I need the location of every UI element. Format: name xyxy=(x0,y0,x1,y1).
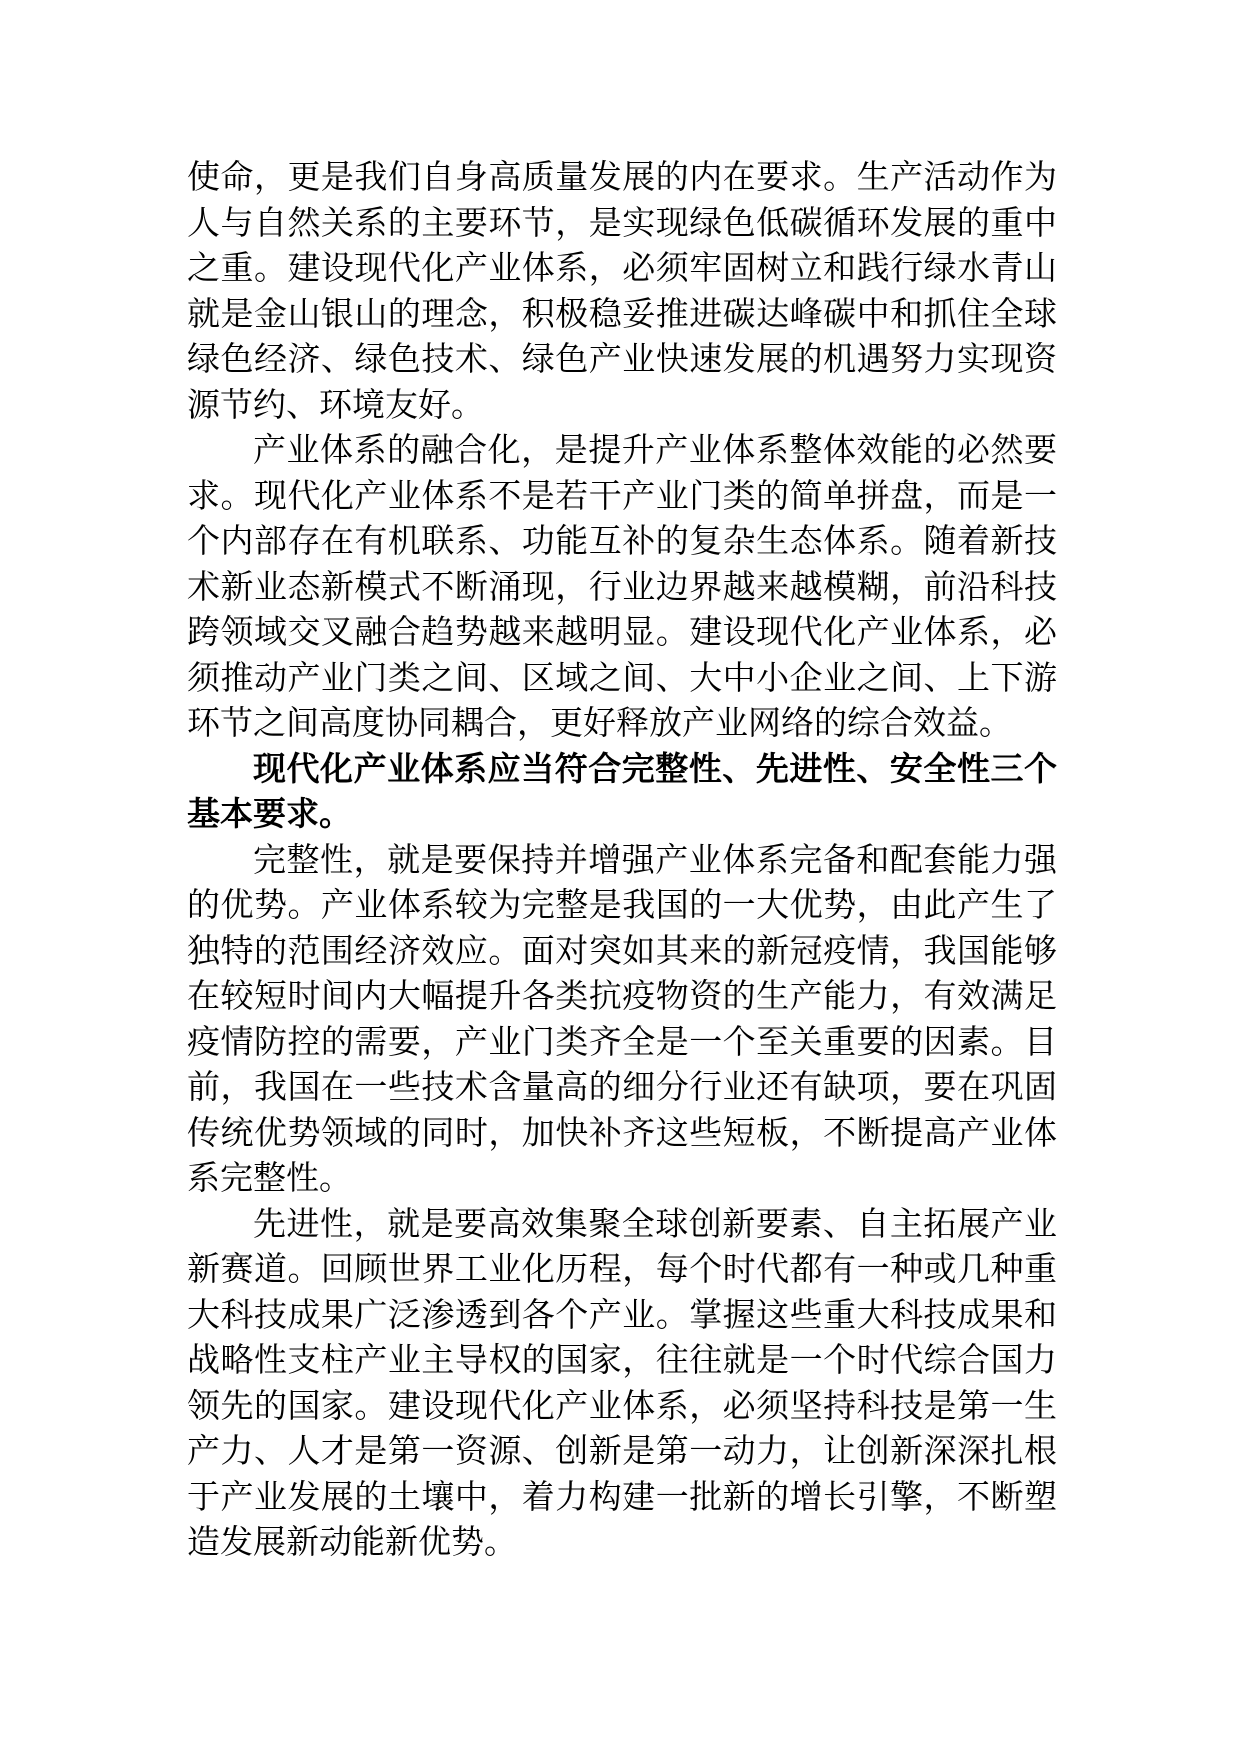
paragraph-integration: 产业体系的融合化，是提升产业体系整体效能的必然要求。现代化产业体系不是若干产业门类的简单拼盘，而是一个内部存在有机联系、功能互补的复杂生态体系。随着新技术新业态新模式不断涌现，行业边界越来越模糊，前沿科技跨领域交叉融合趋势越来越明显。建设现代化产业体系，必须推动产业门类之间、区域之间、大中小企业之间、上下游环节之间高度协同耦合，更好释放产业网络的综合效益。 xyxy=(187,430,1057,742)
paragraph-advancement: 先进性，就是要高效集聚全球创新要素、自主拓展产业新赛道。回顾世界工业化历程，每个时代都有一种或几种重大科技成果广泛渗透到各个产业。掌握这些重大科技成果和战略性支柱产业主导权的国家，往往就是一个时代综合国力领先的国家。建设现代化产业体系，必须坚持科技是第一生产力、人才是第一资源、创新是第一动力，让创新深深扎根于产业发展的土壤中，着力构建一批新的增长引擎，不断塑造发展新动能新优势。 xyxy=(187,1203,1057,1561)
document-page xyxy=(187,154,1057,1565)
paragraph-completeness: 完整性，就是要保持并增强产业体系完备和配套能力强的优势。产业体系较为完整是我国的一大优势，由此产生了独特的范围经济效应。面对突如其来的新冠疫情，我国能够在较短时间内大幅提升各类抗疫物资的生产能力，有效满足疫情防控的需要，产业门类齐全是一个至关重要的因素。目前，我国在一些技术含量高的细分行业还有缺项，要在巩固传统优势领域的同时，加快补齐这些短板，不断提高产业体系完整性。 xyxy=(187,839,1057,1197)
section-heading: 现代化产业体系应当符合完整性、先进性、安全性三个基本要求。 xyxy=(187,748,1057,833)
paragraph-continuation: 使命，更是我们自身高质量发展的内在要求。生产活动作为人与自然关系的主要环节，是实现绿色低碳循环发展的重中之重。建设现代化产业体系，必须牢固树立和践行绿水青山就是金山银山的理念，积极稳妥推进碳达峰碳中和抓住全球绿色经济、绿色技术、绿色产业快速发展的机遇努力实现资源节约、环境友好。 xyxy=(187,157,1057,424)
